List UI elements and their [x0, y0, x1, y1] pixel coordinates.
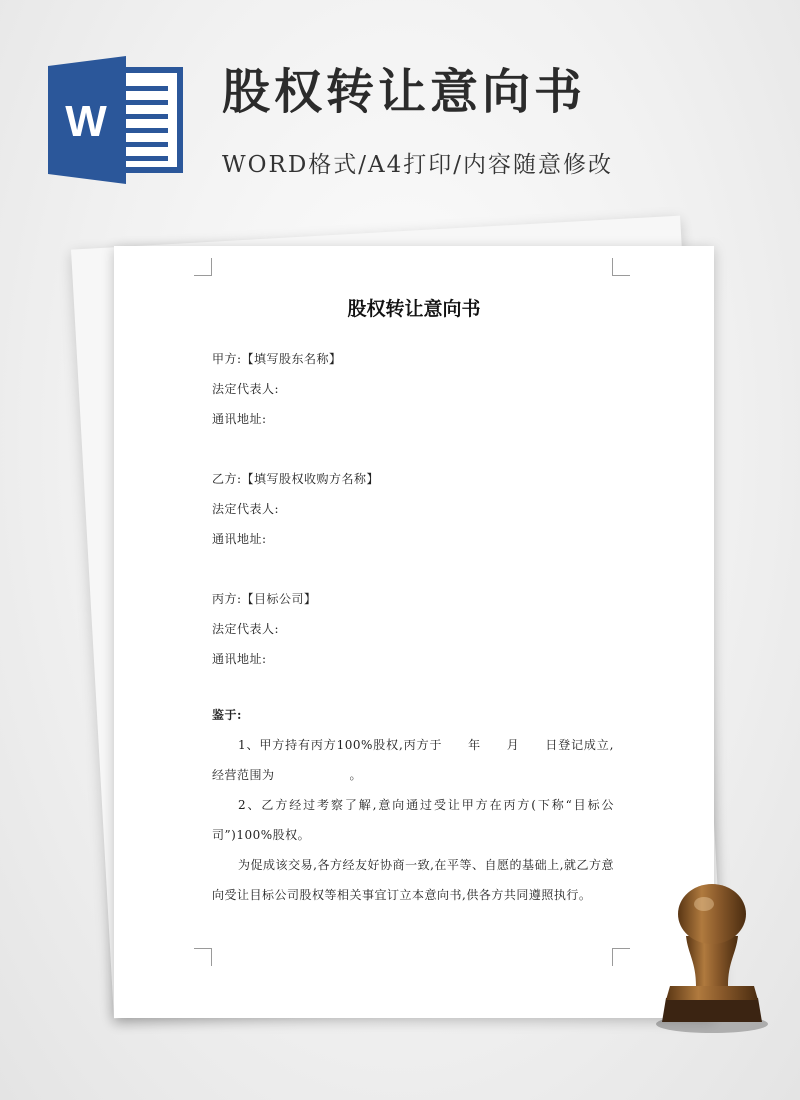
- purpose-paragraph: 为促成该交易,各方经友好协商一致,在平等、自愿的基础上,就乙方意向受让目标公司股权等相关事宜订立本意向书,供各方共同遵照执行。: [212, 858, 614, 902]
- whereas-clause-1: 1、甲方持有丙方100%股权,丙方于 年 月 日登记成立,经营范围为 。: [212, 738, 614, 782]
- rubber-stamp-icon: [652, 876, 782, 1036]
- margin-corner-top-right: [612, 258, 630, 276]
- margin-corner-bottom-left: [194, 948, 212, 966]
- document-page: [114, 246, 714, 1018]
- party-c-label: 丙方:【目标公司】: [212, 592, 317, 606]
- margin-corner-bottom-right: [612, 948, 630, 966]
- party-c-representative: 法定代表人:: [212, 622, 280, 636]
- party-b-label: 乙方:【填写股权收购方名称】: [212, 472, 380, 486]
- party-a-label: 甲方:【填写股东名称】: [212, 352, 342, 366]
- party-b-representative: 法定代表人:: [212, 502, 280, 516]
- document-body: [212, 344, 614, 910]
- margin-corner-top-left: [194, 258, 212, 276]
- party-a-address: 通讯地址:: [212, 412, 267, 426]
- document-title: 股权转让意向书: [347, 298, 481, 320]
- page-title: 股权转让意向书: [222, 64, 587, 120]
- word-logo-letter: W: [65, 97, 107, 146]
- page-subtitle: WORD格式/A4打印/内容随意修改: [222, 152, 613, 178]
- party-b-address: 通讯地址:: [212, 532, 267, 546]
- whereas-clause-2: 2、乙方经过考察了解,意向通过受让甲方在丙方(下称“目标公司”)100%股权。: [212, 798, 614, 842]
- party-a-representative: 法定代表人:: [212, 382, 280, 396]
- word-logo-icon: [48, 56, 184, 184]
- whereas-heading: 鉴于:: [212, 708, 242, 722]
- party-c-address: 通讯地址:: [212, 652, 267, 666]
